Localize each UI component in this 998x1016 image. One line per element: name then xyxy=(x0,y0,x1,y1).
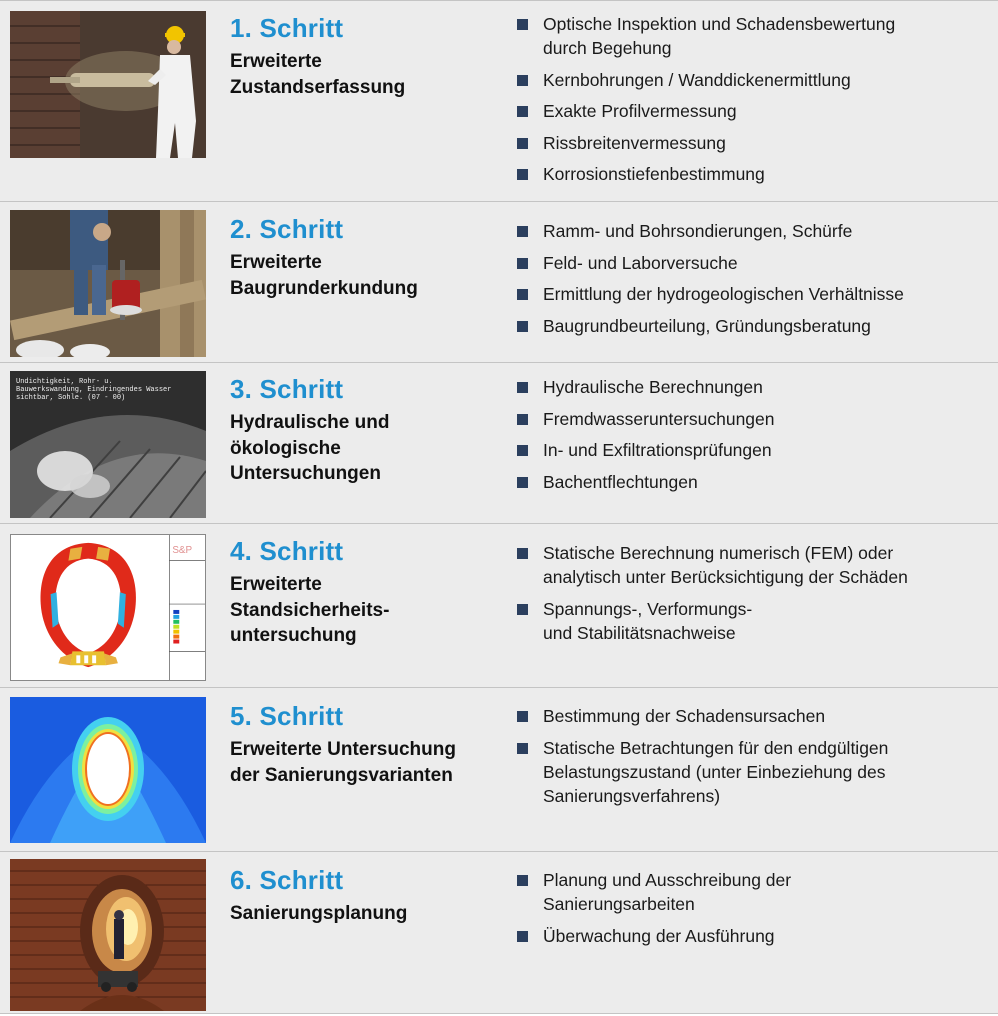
step-title: Erweiterte Untersuchung der Sanierungsvarianten xyxy=(230,739,456,786)
soil-drilling-photo xyxy=(10,210,206,357)
list-item xyxy=(516,704,994,728)
list-item xyxy=(516,68,994,92)
bullet-square-icon xyxy=(517,106,528,117)
bullet-square-icon xyxy=(517,875,528,886)
bullet-text: Korrosionstiefenbestimmung xyxy=(543,164,765,184)
list-item xyxy=(516,162,994,186)
sewer-camera-photo xyxy=(10,371,206,518)
bullet-text: In- und Exfiltrationsprüfungen xyxy=(543,440,772,460)
bullet-square-icon xyxy=(517,382,528,393)
step-row-5 xyxy=(0,687,998,851)
bullet-square-icon xyxy=(517,169,528,180)
list-item xyxy=(516,924,994,948)
step-bullets xyxy=(516,219,994,345)
bullet-text: Planung und Ausschreibung der Sanierungsarbeiten xyxy=(543,870,792,914)
step-title: Erweiterte Standsicherheits- untersuchung xyxy=(230,574,390,646)
step-bullets xyxy=(516,12,994,194)
camera-overlay-line-3: sichtbar, Sohle. (07 - 00) xyxy=(16,394,126,402)
step-bullets xyxy=(516,375,994,501)
bullet-text: Kernbohrungen / Wanddickenermittlung xyxy=(543,69,851,90)
bullet-square-icon xyxy=(517,226,528,237)
step-number: 5. Schritt xyxy=(230,701,344,731)
list-item xyxy=(516,99,994,123)
bullet-square-icon xyxy=(517,604,528,615)
list-item xyxy=(516,868,994,916)
step-title: Erweiterte Zustandserfassung xyxy=(230,51,406,98)
bullet-text: Spannungs-, Verformungs- und Stabilitätsnachweise xyxy=(543,598,753,643)
step-bullets xyxy=(516,541,994,652)
bullet-text: Exakte Profilvermessung xyxy=(543,101,737,121)
step-row-2 xyxy=(0,201,998,362)
bullet-square-icon xyxy=(517,931,528,942)
sp-logo-text: S&P xyxy=(172,544,193,556)
step-title: Sanierungsplanung xyxy=(230,903,408,924)
bullet-text: Hydraulische Berechnungen xyxy=(543,377,763,397)
list-item xyxy=(516,438,994,462)
bullet-text: Statische Berechnung numerisch (FEM) oder analytisch unter Berücksichtigung der Schäden xyxy=(543,543,908,587)
step-title: Erweiterte Baugrunderkundung xyxy=(230,252,418,299)
list-item xyxy=(516,12,994,60)
bullet-text: Baugrundbeurteilung, Gründungsberatung xyxy=(543,315,871,336)
step-number: 3. Schritt xyxy=(230,374,344,404)
list-item xyxy=(516,375,994,399)
bullet-text: Überwachung der Ausführung xyxy=(543,925,775,946)
step-number: 4. Schritt xyxy=(230,536,344,566)
bullet-text: Optische Inspektion und Schadensbewertung durch Begehung xyxy=(543,14,896,58)
list-item xyxy=(516,470,994,494)
bullet-square-icon xyxy=(517,743,528,754)
bullet-text: Ermittlung der hydrogeologischen Verhältnisse xyxy=(543,284,904,304)
list-item xyxy=(516,131,994,155)
bullet-square-icon xyxy=(517,477,528,488)
bullet-square-icon xyxy=(517,711,528,722)
camera-overlay-line-1: Undichtigkeit, Rohr- u. xyxy=(16,378,113,386)
bullet-square-icon xyxy=(517,75,528,86)
list-item xyxy=(516,597,994,645)
bullet-text: Fremdwasseruntersuchungen xyxy=(543,408,775,429)
bullet-text: Bachentflechtungen xyxy=(543,471,698,492)
list-item xyxy=(516,314,994,338)
bullet-text: Statische Betrachtungen für den endgültigen Belastungszustand (unter Einbeziehung des Sanierungsverfahrens) xyxy=(543,737,889,806)
step-number: 2. Schritt xyxy=(230,214,344,244)
camera-overlay-line-2: Bauwerkswandung, Eindringendes Wasser xyxy=(16,386,172,394)
fem-stress-plot xyxy=(10,534,206,681)
bullet-square-icon xyxy=(517,138,528,149)
bullet-text: Rissbreitenvermessung xyxy=(543,132,726,153)
bullet-square-icon xyxy=(517,445,528,456)
step-bullets xyxy=(516,704,994,815)
step-row-3 xyxy=(0,362,998,523)
bullet-square-icon xyxy=(517,548,528,559)
bullet-square-icon xyxy=(517,19,528,30)
inspection-worker-photo xyxy=(10,11,206,158)
step-row-6 xyxy=(0,851,998,1014)
fem-contour-plot xyxy=(10,697,206,843)
list-item xyxy=(516,251,994,275)
bullet-square-icon xyxy=(517,414,528,425)
step-row-1 xyxy=(0,0,998,201)
list-item xyxy=(516,219,994,243)
step-number: 1. Schritt xyxy=(230,13,344,43)
step-number: 6. Schritt xyxy=(230,865,344,895)
bullet-text: Feld- und Laborversuche xyxy=(543,252,738,273)
bullet-text: Bestimmung der Schadensursachen xyxy=(543,706,826,726)
bullet-square-icon xyxy=(517,258,528,269)
step-title: Hydraulische und ökologische Untersuchungen xyxy=(230,412,390,484)
bullet-square-icon xyxy=(517,321,528,332)
bullet-text: Ramm- und Bohrsondierungen, Schürfe xyxy=(543,221,853,241)
step-bullets xyxy=(516,868,994,955)
bullet-square-icon xyxy=(517,289,528,300)
list-item xyxy=(516,736,994,808)
brick-tunnel-photo xyxy=(10,859,206,1011)
step-row-4 xyxy=(0,523,998,687)
list-item xyxy=(516,541,994,589)
list-item xyxy=(516,282,994,306)
list-item xyxy=(516,407,994,431)
